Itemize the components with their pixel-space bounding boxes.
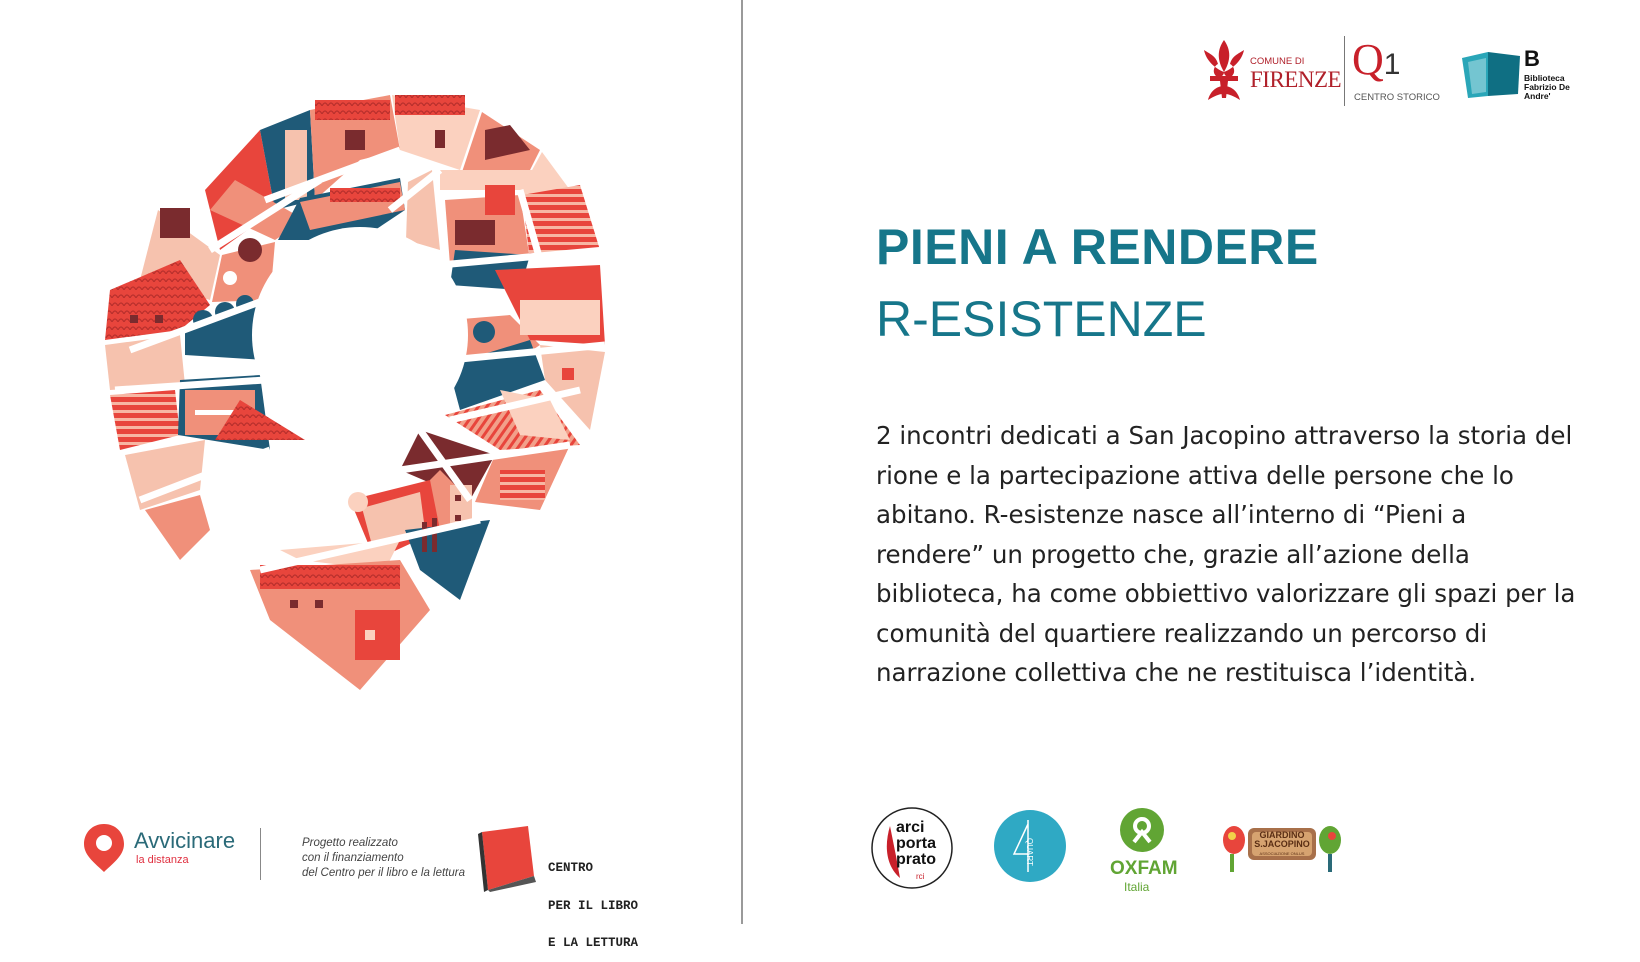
vertical-divider	[741, 0, 743, 924]
cpl-line-3: E LA LETTURA	[548, 936, 639, 950]
comune-di-label: COMUNE DI	[1250, 56, 1305, 67]
avvicinare-title: Avvicinare	[134, 828, 236, 853]
q1-mark	[1352, 35, 1401, 87]
centro-libro-text	[548, 837, 638, 962]
project-line-2: con il finanziamento	[302, 852, 404, 864]
fleur-de-lis-icon	[1200, 38, 1248, 102]
biblioteca-logo	[1462, 46, 1592, 102]
arci-line-3: prato	[896, 851, 936, 868]
centro-libro-icon	[478, 826, 538, 892]
arci-line-1: arci	[896, 819, 925, 836]
footer-divider	[260, 828, 261, 880]
q1-number: 1	[1383, 48, 1401, 81]
q1-letter: Q	[1352, 35, 1384, 84]
biblio-line-2: Fabrizio De Andre'	[1524, 82, 1570, 101]
giardino-line-2: S.JACOPINO	[1254, 839, 1310, 849]
page-subtitle: R-ESISTENZE	[876, 291, 1207, 347]
giardino-san-jacopino-logo	[1218, 818, 1346, 876]
avvicinare-pin-icon	[82, 822, 126, 874]
quart-logo	[994, 810, 1066, 882]
arci-line-2: porta	[896, 835, 936, 852]
page-title: PIENI A RENDERE	[876, 219, 1319, 275]
description-paragraph: 2 incontri dedicati a San Jacopino attraverso la storia del rione e la partecipazione attiva delle persone che lo abitano. R-esistenze nasce all’interno di “Pieni a rendere” un progetto che, grazie all’azione della biblioteca, ha come obbiettivo valorizzare gli spazi per la comunità del quartiere realizzando un percorso di narrazione collettiva che ne restituisca l’identità.	[876, 421, 1576, 687]
giardino-line-1: GIARDINO	[1259, 830, 1305, 840]
firenze-label: FIRENZE	[1250, 67, 1342, 92]
arci-porta-prato-logo	[870, 806, 954, 890]
biblio-line-1: Biblioteca	[1524, 73, 1565, 83]
oxfam-name: OXFAM	[1110, 858, 1178, 879]
oxfam-circle-icon	[1102, 806, 1182, 858]
city-pin-illustration	[100, 90, 660, 730]
biblio-letter: B	[1524, 46, 1540, 71]
book-icon	[1462, 52, 1520, 98]
pin-hole	[252, 227, 468, 443]
oxfam-logo	[1102, 806, 1182, 898]
project-line-1: Progetto realizzato	[302, 837, 398, 849]
project-line-3: del Centro per il libro e la lettura	[302, 867, 465, 879]
arci-small-label: rci	[916, 872, 925, 881]
cpl-line-2: PER IL LIBRO	[548, 898, 639, 913]
centro-storico-label: CENTRO STORICO	[1354, 92, 1440, 103]
avvicinare-subtitle: la distanza	[136, 854, 189, 866]
oxfam-country: Italia	[1124, 880, 1150, 894]
comune-firenze-q1-logo	[1192, 36, 1438, 106]
mosaic-tile	[110, 390, 180, 450]
quart-label: QUART	[1025, 838, 1034, 866]
project-funding-text	[302, 836, 482, 881]
giardino-line-3: ASSOCIAZIONE ONLUS	[1259, 851, 1305, 856]
biblio-name	[1524, 74, 1592, 101]
logo-divider	[1344, 36, 1345, 106]
cpl-line-1: CENTRO	[548, 861, 594, 875]
